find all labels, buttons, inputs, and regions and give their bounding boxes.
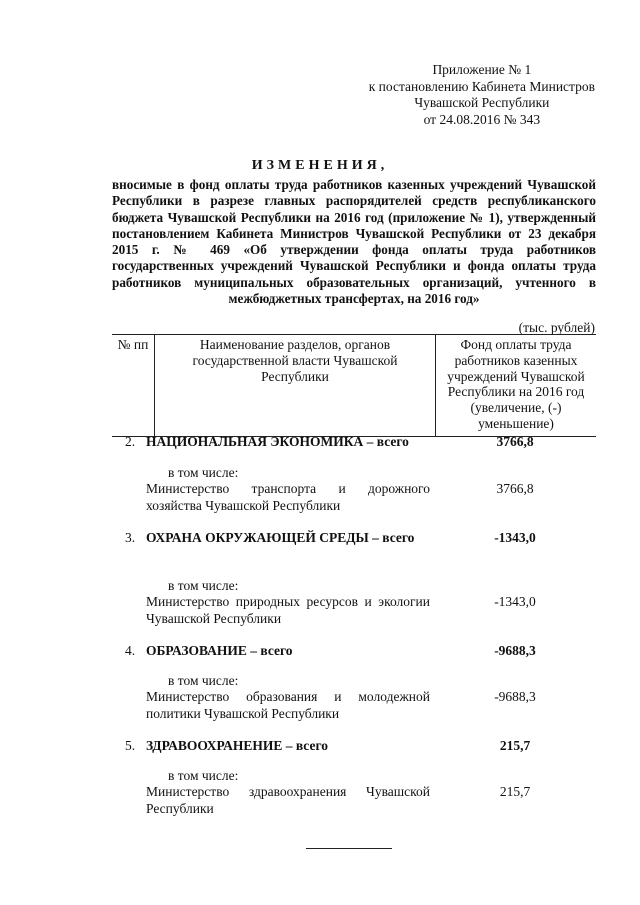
document-subtitle: вносимые в фонд оплаты труда работников казенных учреждений Чувашской Республики в разрезе главных распорядителей средств республиканского бюджета Чувашской Республики на 2016 год (приложение № 1), утвержденный постановлением Кабинета Министров Чувашской Республики от 23 декабря 2015 г. № 469 «Об утверждении фонда оплаты труда работников государственных учреждений Чувашской Республики и фонда оплаты труда работников муниципальных образовательных организаций, учтенного в межбюджетных трансфертах, на 2016 год» [112,177,596,307]
ministry-value: 3766,8 [496,481,534,496]
row-number: 2. [124,434,136,449]
including-label: в том числе: [168,768,239,783]
row-number: 5. [124,738,136,753]
including-label: в том числе: [168,578,239,593]
section-value: 215,7 [499,738,531,753]
appendix-line-4: от 24.08.2016 № 343 [423,111,541,127]
document-title: ИЗМЕНЕНИЯ, [251,158,389,173]
ministry-name: Министерство транспорта и дорожного хозяйства Чувашской Республики [146,481,430,513]
appendix-block [369,62,595,128]
table-header [112,334,596,437]
section-name: ОХРАНА ОКРУЖАЮЩЕЙ СРЕДЫ – всего [146,530,415,545]
appendix-line-3: Чувашской Республики [414,95,550,110]
header-fund: Фонд оплаты труда работников казенных учреждений Чувашской Республики на 2016 год (увеличение, (-) уменьшение) [447,337,585,431]
units-label: (тыс. рублей) [518,320,595,335]
ministry-name: Министерство природных ресурсов и экологии Чувашской Республики [146,594,430,626]
ministry-name: Министерство образования и молодежной политики Чувашской Республики [146,689,430,721]
header-number: № пп [112,335,155,437]
section-name: НАЦИОНАЛЬНАЯ ЭКОНОМИКА – всего [146,434,409,449]
section-name: ОБРАЗОВАНИЕ – всего [146,643,293,658]
appendix-line-2: к постановлению Кабинета Министров [368,78,595,94]
row-number: 4. [124,643,136,658]
ministry-value: -1343,0 [494,594,536,609]
header-name: Наименование разделов, органов государственной власти Чувашской Республики [155,335,436,437]
ministry-value: 215,7 [499,784,531,799]
appendix-line-1: Приложение № 1 [432,62,532,77]
ministry-value: -9688,3 [494,689,536,704]
section-name: ЗДРАВООХРАНЕНИЕ – всего [146,738,328,753]
section-value: -1343,0 [494,530,536,545]
ministry-name: Министерство здравоохранения Чувашской Республики [146,784,430,816]
section-value: -9688,3 [494,643,536,658]
row-number: 3. [124,530,136,545]
section-value: 3766,8 [496,434,534,449]
including-label: в том числе: [168,465,239,480]
closing-separator [306,848,392,849]
including-label: в том числе: [168,673,239,688]
